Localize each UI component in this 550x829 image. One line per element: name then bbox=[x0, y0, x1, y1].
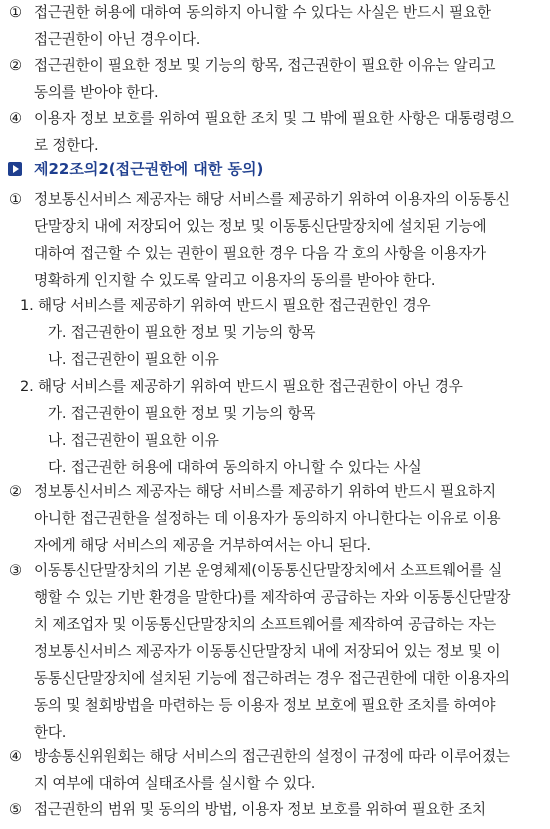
text-line: 이동통신단말장치의 기본 운영체제(이동통신단말장치에서 소프트웨어를 실 bbox=[34, 562, 502, 579]
text-line: 접근권한이 필요한 정보 및 기능의 항목, 접근권한이 필요한 이유는 알리고 bbox=[34, 57, 496, 74]
paragraph-marker: ④ bbox=[9, 748, 22, 765]
text-line: 동의를 받아야 한다. bbox=[34, 84, 159, 101]
list-item: 1. 해당 서비스를 제공하기 위하여 반드시 필요한 접근권한인 경우 bbox=[20, 297, 431, 314]
text-line: 접근권한이 아닌 경우이다. bbox=[34, 31, 201, 48]
list-subitem: 가. 접근권한이 필요한 정보 및 기능의 항목 bbox=[48, 405, 316, 422]
text-line: 정보통신서비스 제공자는 해당 서비스를 제공하기 위하여 이용자의 이동통신 bbox=[34, 191, 510, 208]
article-title: 제22조의2(접근권한에 대한 동의) bbox=[34, 160, 264, 178]
paragraph-8 bbox=[0, 797, 550, 829]
paragraph-marker: ⑤ bbox=[9, 801, 22, 818]
paragraph-marker: ④ bbox=[9, 110, 22, 127]
text-line: 정보통신서비스 제공자가 이동통신단말장치 내에 저장되어 있는 정보 및 이 bbox=[34, 643, 501, 660]
list-subitem: 다. 접근권한 허용에 대하여 동의하지 아니할 수 있다는 사실 bbox=[48, 459, 422, 476]
text-line: 대하여 접근할 수 있는 권한이 필요한 경우 다음 각 호의 사항을 이용자가 bbox=[34, 245, 486, 262]
text-line: 명확하게 인지할 수 있도록 알리고 이용자의 동의를 받아야 한다. bbox=[34, 272, 436, 289]
text-line: 아니한 접근권한을 설정하는 데 이용자가 동의하지 아니한다는 이유로 이용 bbox=[34, 510, 501, 527]
paragraph-marker: ③ bbox=[9, 562, 22, 579]
text-line: 방송통신위원회는 해당 서비스의 접근권한의 설정이 규정에 따라 이루어졌는 bbox=[34, 748, 510, 765]
text-line: 자에게 해당 서비스의 제공을 거부하여서는 아니 된다. bbox=[34, 537, 371, 554]
paragraph-marker: ② bbox=[9, 483, 22, 500]
paragraph-marker: ① bbox=[9, 191, 22, 208]
text-line: 접근권한의 범위 및 동의의 방법, 이용자 정보 보호를 위하여 필요한 조치 bbox=[34, 801, 486, 818]
text-line: 동통신단말장치에 설치된 기능에 접근하려는 경우 접근권한에 대한 이용자의 bbox=[34, 670, 510, 687]
arrow-box-icon bbox=[8, 162, 22, 176]
text-line: 단말장치 내에 저장되어 있는 정보 및 이동통신단말장치에 설치된 기능에 bbox=[34, 218, 487, 235]
text-line: 동의 및 철회방법을 마련하는 등 이용자 정보 보호에 필요한 조치를 하여야 bbox=[34, 697, 496, 714]
list-subitem: 나. 접근권한이 필요한 이유 bbox=[48, 432, 219, 449]
text-line: 치 제조업자 및 이동통신단말장치의 소프트웨어를 제작하여 공급하는 자는 bbox=[34, 616, 496, 633]
text-line: 접근권한 허용에 대하여 동의하지 아니할 수 있다는 사실은 반드시 필요한 bbox=[34, 4, 491, 21]
list-subitem: 가. 접근권한이 필요한 정보 및 기능의 항목 bbox=[48, 324, 316, 341]
text-line: 로 정한다. bbox=[34, 137, 99, 154]
list-subitem: 나. 접근권한이 필요한 이유 bbox=[48, 351, 219, 368]
text-line: 정보통신서비스 제공자는 해당 서비스를 제공하기 위하여 반드시 필요하지 bbox=[34, 483, 496, 500]
text-line: 지 여부에 대하여 실태조사를 실시할 수 있다. bbox=[34, 775, 316, 792]
list-item: 2. 해당 서비스를 제공하기 위하여 반드시 필요한 접근권한이 아닌 경우 bbox=[20, 378, 463, 395]
text-line: 행할 수 있는 기반 환경을 말한다)를 제작하여 공급하는 자와 이동통신단말장 bbox=[34, 589, 511, 606]
paragraph-marker: ① bbox=[9, 4, 22, 21]
paragraph-marker: ② bbox=[9, 57, 22, 74]
text-line: 한다. bbox=[34, 724, 67, 741]
text-line: 이용자 정보 보호를 위하여 필요한 조치 및 그 밖에 필요한 사항은 대통령령으 bbox=[34, 110, 514, 127]
